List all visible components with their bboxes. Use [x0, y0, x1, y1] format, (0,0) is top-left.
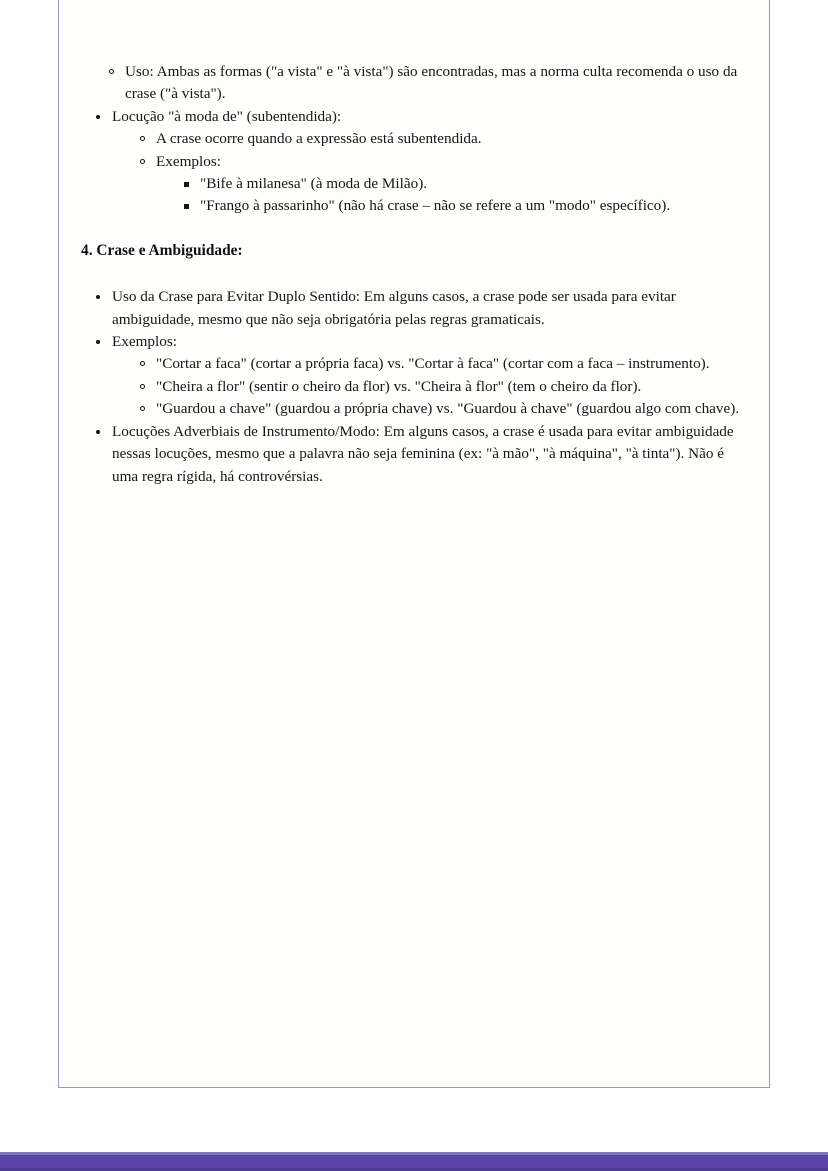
circle-bullet-icon: [140, 406, 145, 411]
spacer: [81, 218, 749, 240]
list-item: [95, 61, 749, 106]
list-item-text: Uso da Crase para Evitar Duplo Sentido: Em alguns casos, a crase pode ser usada para evitar ambiguidade, mesmo que não seja obrigatória pelas regras gramaticais.: [112, 288, 676, 328]
list-item-text: Uso: Ambas as formas ("a vista" e "à vista") são encontradas, mas a norma culta recomenda o uso da crase ("à vista").: [125, 63, 738, 103]
circle-bullet-icon: [140, 136, 145, 141]
list-item: [81, 421, 749, 488]
list-item: [81, 106, 749, 218]
list-item: [170, 195, 749, 217]
list-item: [81, 286, 749, 331]
disc-bullet-icon: [96, 430, 100, 434]
footer-band-highlight: [0, 1152, 828, 1155]
list-item: [126, 353, 749, 375]
list-item-text: A crase ocorre quando a expressão está subentendida.: [156, 130, 482, 148]
sublist: [112, 128, 749, 218]
sublist: [112, 353, 749, 420]
circle-bullet-icon: [140, 361, 145, 366]
disc-bullet-icon: [96, 340, 100, 344]
list-item-text: Locução "à moda de" (subentendida):: [112, 107, 342, 125]
spacer: [81, 262, 749, 286]
document-content: [81, 61, 749, 488]
list-item: [126, 128, 749, 150]
circle-bullet-icon: [109, 69, 114, 74]
sublist: [156, 173, 749, 218]
square-bullet-icon: [184, 204, 189, 209]
list-item-text: "Cortar a faca" (cortar a própria faca) vs. "Cortar à faca" (cortar com a faca – instrumento).: [156, 355, 710, 373]
list-item: [81, 331, 749, 421]
list-item-text: "Frango à passarinho" (não há crase – não se refere a um "modo" específico).: [200, 197, 671, 215]
circle-bullet-icon: [140, 384, 145, 389]
sublist: [81, 61, 749, 106]
list-item-text: Locuções Adverbiais de Instrumento/Modo: Em alguns casos, a crase é usada para evitar ambiguidade nessas locuções, mesmo que a palavra não seja feminina (ex: "à mão", "à máquina", "à tinta"). Não é uma regra rígida, há controvérsias.: [112, 422, 734, 485]
document-page: [58, 0, 770, 1088]
list-item: [170, 173, 749, 195]
list-item-text: Exemplos:: [156, 152, 221, 170]
section-list: [81, 286, 749, 488]
section-heading: 4. Crase e Ambiguidade:: [81, 241, 243, 259]
continued-list: [81, 61, 749, 218]
footer-accent-band: [0, 1152, 828, 1171]
disc-bullet-icon: [96, 115, 100, 119]
disc-bullet-icon: [96, 295, 100, 299]
list-item: [126, 376, 749, 398]
list-item: [126, 398, 749, 420]
list-item: [81, 61, 749, 106]
list-item-text: "Guardou a chave" (guardou a própria chave) vs. "Guardou à chave" (guardou algo com chave).: [156, 400, 740, 418]
list-item-text: Exemplos:: [112, 333, 177, 351]
list-item: [126, 151, 749, 218]
list-item-text: "Cheira a flor" (sentir o cheiro da flor) vs. "Cheira à flor" (tem o cheiro da flor).: [156, 377, 642, 395]
square-bullet-icon: [184, 182, 189, 187]
list-item-text: "Bife à milanesa" (à moda de Milão).: [200, 175, 428, 193]
circle-bullet-icon: [140, 159, 145, 164]
